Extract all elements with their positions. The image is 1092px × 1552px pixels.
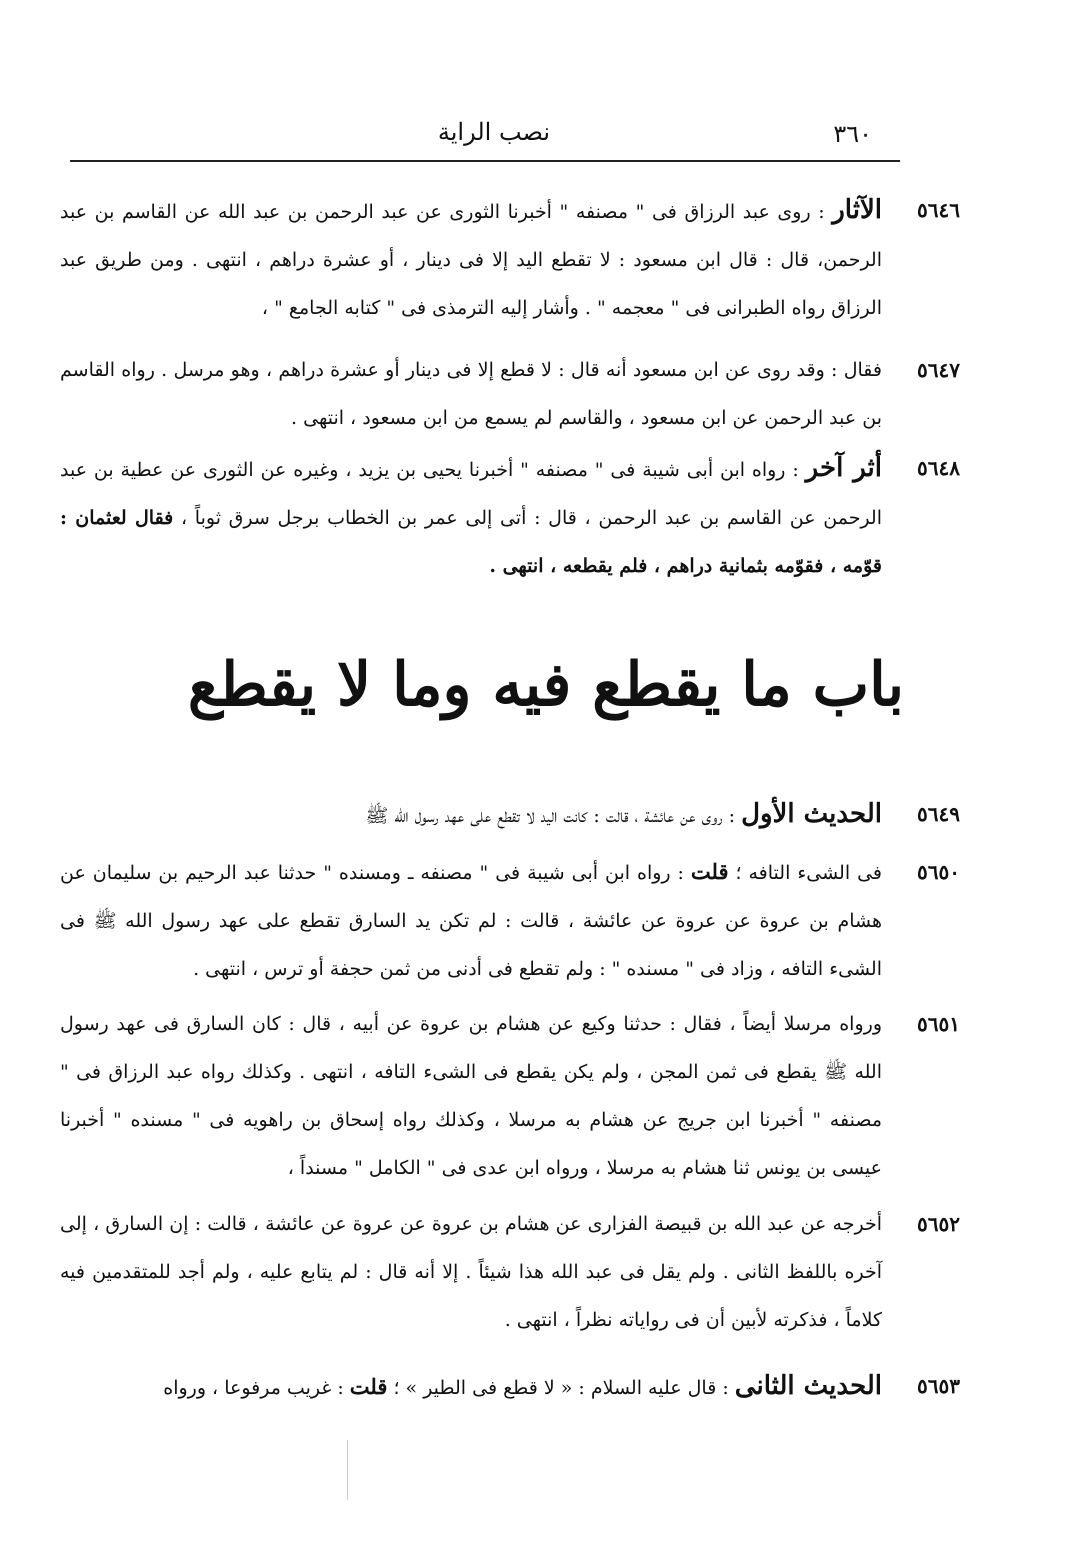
entry-body: فقال : وقد روى عن ابن مسعود أنه قال : لا قطع إلا فى دينار أو عشرة دراهم ، وهو مرسل . رواه القاسم بن عبد الرحمن عن ابن مسعود ، والقاسم لم يسمع من ابن مسعود ، انتهى . [60,359,882,429]
entry-tail: فقال لعثمان : قوّمه ، فقوّمه بثمانية دراهم ، فلم يقطعه ، انتهى . [60,507,882,577]
header-rule [70,160,900,162]
entry-body: : رواه ابن أبى شيبة فى " مصنفه ـ ومسنده " حدثنا عبد الرحيم بن سليمان عن هشام بن عروة عن عروة عن عائشة ، قالت : لم تكن يد السارق تقطع على عهد رسول الله ﷺ فى الشىء التافه ، وزاد فى " مسنده " : ولم تقطع فى أدنى من ثمن حجفة أو ترس ، انتهى . [60,862,882,980]
entry-post: : غريب مرفوعا ، ورواه [163,1377,344,1399]
entry-number: ٥٦٤٨ [917,456,960,480]
entry-pre: فى الشىء التافه ؛ [735,862,882,884]
entry-5649 [60,790,960,840]
entry-text [60,444,882,590]
qult-label: قلت [349,1374,388,1399]
entry-5653 [60,1362,960,1412]
entry-text [60,848,882,993]
entry-text [60,1000,882,1192]
entry-lead: الآثار [832,195,882,225]
entry-number: ٥٦٤٩ [917,802,960,826]
entry-text [60,186,882,332]
entry-5651 [60,1000,960,1192]
scan-mark [347,1440,348,1500]
entry-body: : روى عن عائشة ، قالت : كانت اليد لا تقطع على عهد رسول الله ﷺ [365,805,736,827]
entry-text [60,1200,882,1344]
entry-body: أخرجه عن عبد الله بن قبيصة الفزارى عن هشام بن عروة عن عروة عن عائشة ، قالت : إن السارق ، إلى آخره باللفظ الثانى . ولم يقل فى عبد الله هذا شيئاً . إلا أنه قال : لم يتابع عليه ، ولم أجد للمتقدمين فيه كلاماً ، فذكرته لأبين أن فى رواياته نظراً ، انتهى . [60,1213,883,1331]
entry-5647 [60,346,960,442]
entry-lead: الحديث الأول [741,799,882,829]
entry-number: ٥٦٥٣ [917,1374,960,1398]
page-header [70,112,900,152]
entry-text [60,1362,882,1412]
entry-5646 [60,186,960,332]
entry-body: : رواه ابن أبى شيبة فى " مصنفه " أخبرنا يحيى بن يزيد ، وغيره عن الثورى عن عطية بن عبد الرحمن عن القاسم بن عبد الرحمن ، قال : أتى إلى عمر بن الخطاب برجل سرق ثوباً ، [60,459,882,529]
entry-5652 [60,1200,960,1344]
entry-number: ٥٦٤٦ [917,198,960,222]
entry-text [60,790,882,840]
entry-body: ورواه مرسلا أيضاً ، فقال : حدثنا وكيع عن هشام بن عروة عن أبيه ، قال : كان السارق فى عهد رسول الله ﷺ يقطع فى ثمن المجن ، ولم يكن يقطع فى الشىء التافه ، انتهى . وكذلك رواه عبد الرزاق فى " مصنفه " أخبرنا ابن جريج عن هشام به مرسلا ، وكذلك رواه إسحاق بن راهويه فى " مسنده " أخبرنا عيسى بن يونس ثنا هشام به مرسلا ، ورواه ابن عدى فى " الكامل " مسنداً ، [60,1013,882,1179]
entry-number: ٥٦٤٧ [917,358,960,382]
page-number: ٣٦٠ [833,120,872,148]
entry-lead: أثر آخر [805,453,882,483]
entry-body: : قال عليه السلام : « لا قطع فى الطير » ؛ [393,1377,729,1399]
entry-number: ٥٦٥٠ [917,860,960,884]
entry-text [60,346,882,442]
qult-label: قلت [690,859,729,884]
entry-5650 [60,848,960,993]
chapter-title: باب ما يقطع فيه وما لا يقطع [187,650,905,720]
entry-number: ٥٦٥١ [917,1012,960,1036]
running-title: نصب الراية [437,118,550,146]
entry-lead: الحديث الثانى [734,1371,882,1401]
entry-5648 [60,444,960,590]
entry-body: : روى عبد الرزاق فى " مصنفه " أخبرنا الثورى عن عبد الرحمن بن عبد الله عن القاسم بن عبد الرحمن، قال : قال ابن مسعود : لا تقطع اليد إلا فى دينار ، أو عشرة دراهم ، انتهى . ومن طريق عبد الرزاق رواه الطبرانى فى " معجمه " . وأشار إليه الترمذى فى " كتابه الجامع " ، [60,201,882,319]
entry-number: ٥٦٥٢ [917,1212,960,1236]
